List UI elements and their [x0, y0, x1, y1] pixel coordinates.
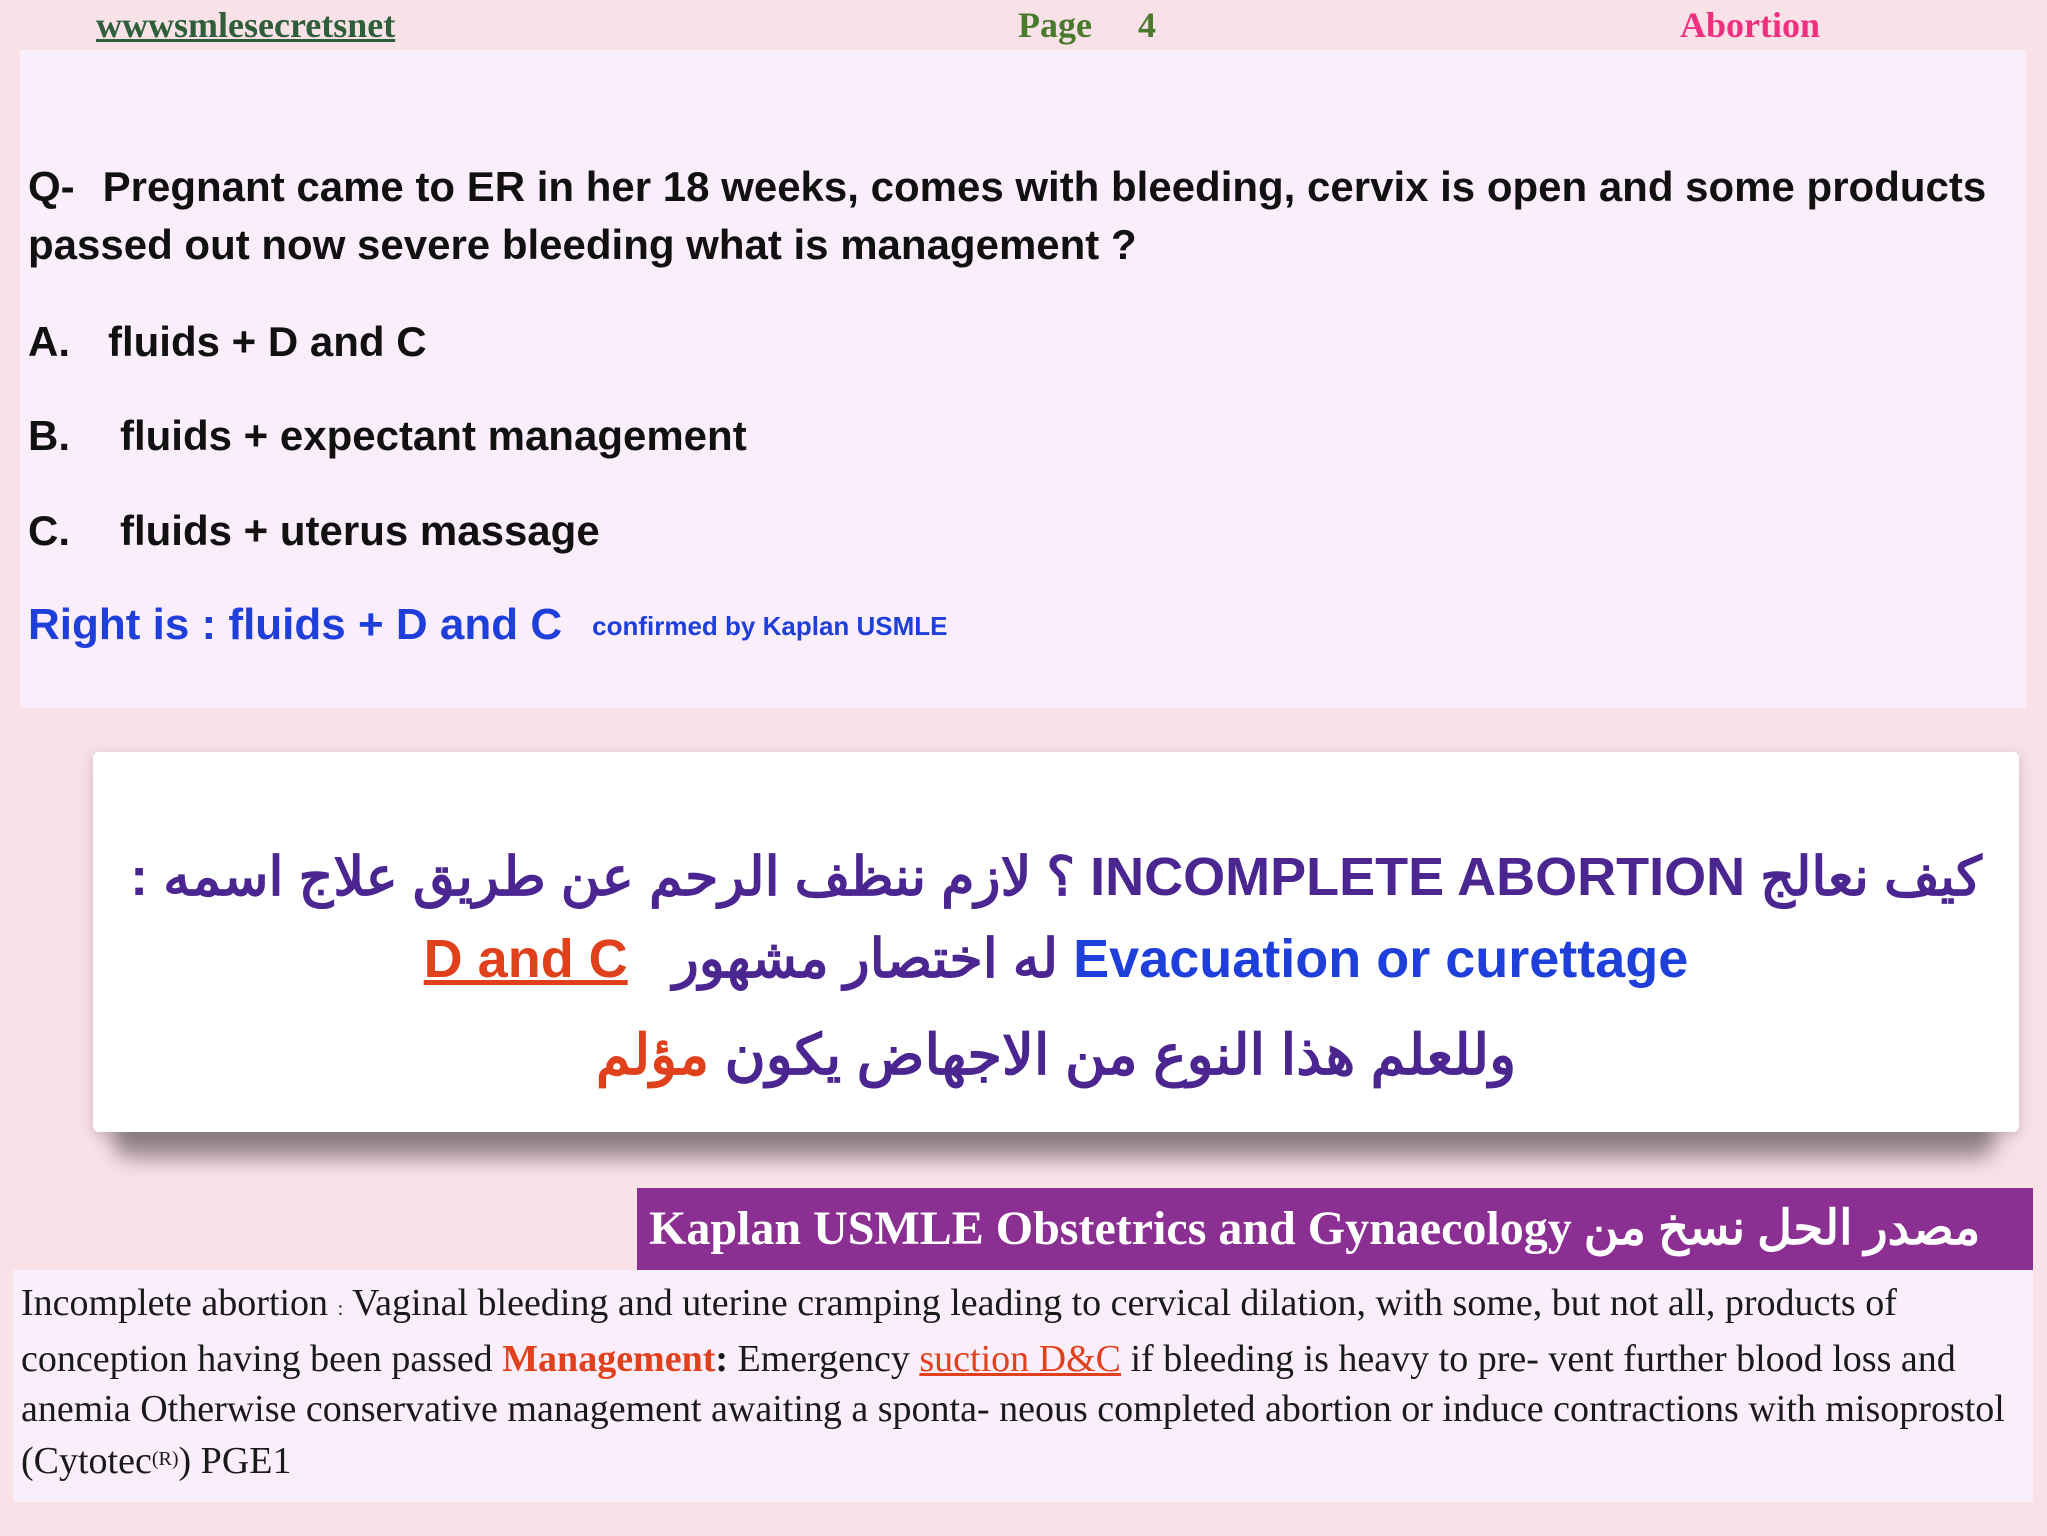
answer-line [28, 600, 948, 650]
excerpt-separator: : [337, 1298, 344, 1320]
management-colon: : [715, 1338, 729, 1380]
option-text: fluids + expectant management [120, 412, 747, 459]
note-line-3 [93, 1022, 2019, 1088]
management-label: Management [502, 1338, 716, 1380]
option-c [28, 507, 600, 555]
dc-abbreviation: D and C [423, 929, 628, 989]
option-b [28, 412, 747, 460]
option-letter: C. [28, 507, 70, 554]
note-painful-statement: وللعلم هذا النوع من الاجهاض يكون [724, 1023, 1517, 1086]
option-text: fluids + uterus massage [120, 507, 600, 554]
site-link[interactable]: wwwsmlesecretsnet [96, 5, 396, 45]
option-letter: A. [28, 318, 70, 365]
note-painful-word: مؤلم [595, 1023, 710, 1086]
page-header [0, 0, 2047, 50]
option-text: fluids + D and C [108, 318, 427, 365]
kaplan-excerpt [13, 1270, 2033, 1502]
question-panel [20, 50, 2026, 708]
question-text [28, 158, 1988, 274]
excerpt-part1: Vaginal bleeding and uterine cramping leading to cervical dilation, with some, but not all, products of conception having been passed [21, 1282, 1897, 1380]
question-prefix: Q- [28, 163, 75, 210]
excerpt-term: Incomplete abortion [21, 1282, 329, 1324]
question-body: Pregnant came to ER in her 18 weeks, comes with bleeding, cervix is open and some products passed out now severe bleeding what is management ? [28, 163, 1987, 268]
answer-text: Right is : fluids + D and C [28, 600, 563, 649]
topic-title: Abortion [1680, 5, 1821, 45]
excerpt-part3: if bleeding is heavy to pre- vent further blood loss and anemia Otherwise conservative management awaiting a sponta- neous completed abortion or induce contractions with misoprostol (Cytotec [21, 1338, 2005, 1482]
excerpt-part2: Emergency [737, 1338, 910, 1380]
arabic-note-card [93, 752, 2019, 1132]
excerpt-part4: ) PGE1 [178, 1440, 292, 1482]
page-number: 4 [1138, 5, 1156, 45]
note-line-2 [93, 927, 2019, 990]
note-arabic-phrase: له اختصار مشهور [672, 929, 1059, 989]
page-label: Page [1018, 5, 1092, 45]
option-a [28, 318, 427, 366]
note-line-1: كيف نعالج INCOMPLETE ABORTION ؟ لازم ننظف الرحم عن طريق علاج اسمه : [130, 847, 1982, 907]
excerpt-text [21, 1278, 2011, 1486]
suction-dc-term: suction D&C [919, 1338, 1121, 1380]
evacuation-term: Evacuation or curettage [1073, 929, 1689, 989]
source-banner: Kaplan USMLE Obstetrics and Gynaecology مصدر الحل نسخ من [637, 1188, 2033, 1270]
registered-mark: (R) [151, 1448, 179, 1470]
confirmation-note: confirmed by Kaplan USMLE [592, 611, 948, 641]
option-letter: B. [28, 412, 70, 459]
